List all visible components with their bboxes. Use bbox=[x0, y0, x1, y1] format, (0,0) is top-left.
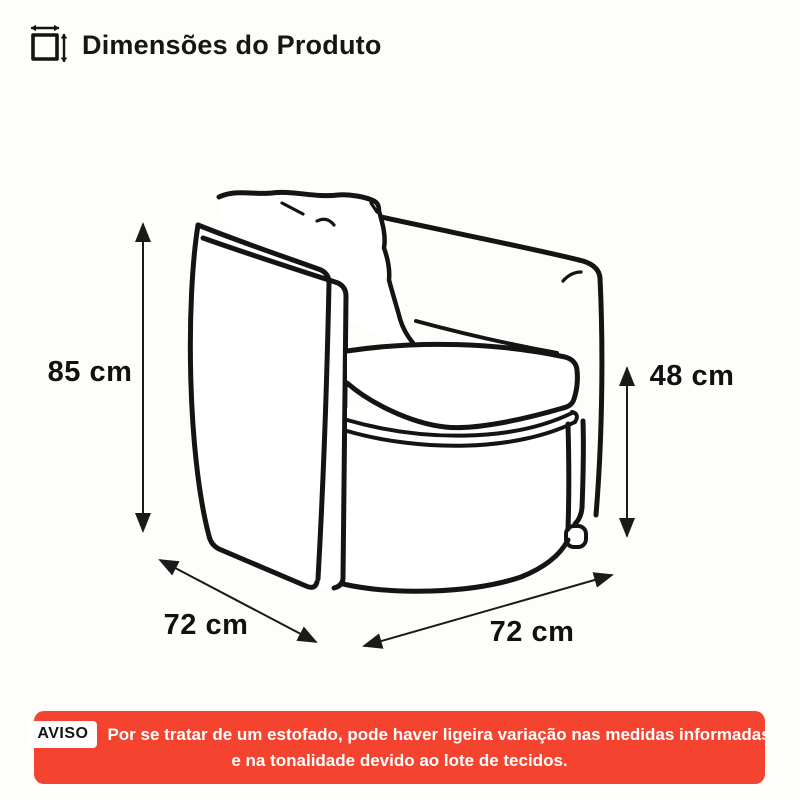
depth-dimension-label: 72 cm bbox=[163, 609, 249, 641]
width-dimension-label: 72 cm bbox=[489, 616, 575, 648]
notice-text-line2: e na tonalidade devido ao lote de tecidos. bbox=[231, 751, 568, 771]
height-dimension-label: 85 cm bbox=[47, 356, 133, 388]
notice-badge: AVISO bbox=[28, 721, 97, 748]
notice-text-line1: Por se tratar de um estofado, pode haver ligeira variação nas medidas informadas bbox=[107, 725, 771, 744]
armchair-drawing bbox=[190, 191, 602, 592]
page-title: Dimensões do Produto bbox=[82, 29, 382, 60]
seat-height-dimension-label: 48 cm bbox=[649, 360, 735, 392]
notice-banner bbox=[34, 711, 771, 784]
